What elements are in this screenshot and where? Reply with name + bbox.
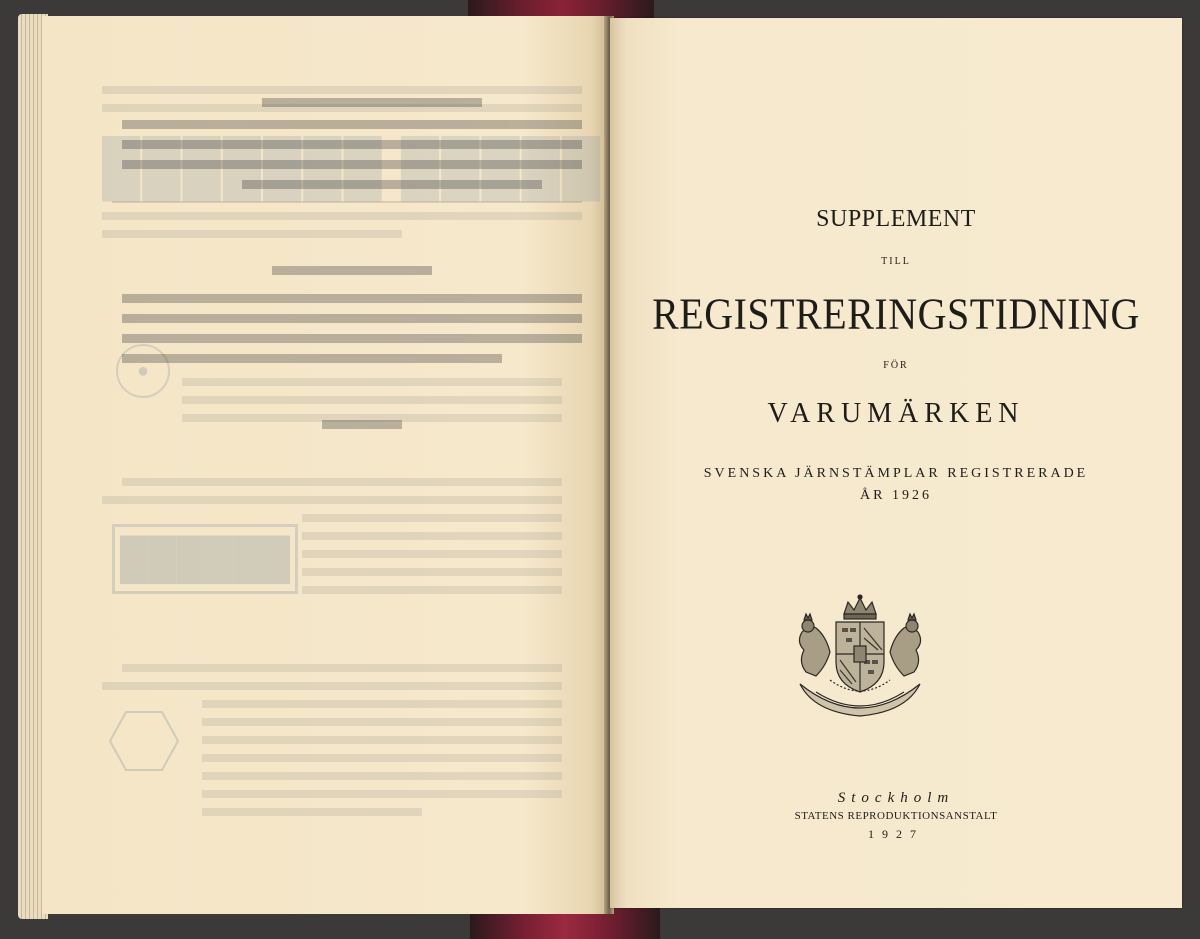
left-page	[42, 16, 608, 914]
varumarken-heading: VARUMÄRKEN	[767, 398, 1025, 429]
bleed-through-box-mark: ██████	[112, 524, 298, 594]
bleed-through-text-lines	[42, 16, 608, 914]
main-title: REGISTRERINGSTIDNING	[652, 288, 1140, 339]
bleed-through-heading: ███████ █████	[102, 137, 603, 197]
publisher-name: STATENS REPRODUKTIONSANSTALT	[794, 810, 998, 822]
for-label: FÖR	[883, 360, 909, 371]
supplement-heading: SUPPLEMENT	[816, 206, 976, 232]
publication-year: 1927	[868, 827, 924, 841]
till-label: TILL	[881, 256, 911, 267]
subtitle-line2: ÅR 1926	[860, 488, 932, 503]
subtitle-line1: SVENSKA JÄRNSTÄMPLAR REGISTRERADE	[703, 466, 1089, 481]
bleed-through-circle-mark: ●	[116, 344, 170, 398]
swedish-coat-of-arms-icon	[786, 592, 934, 720]
publication-place: Stockholm	[837, 790, 955, 806]
right-title-page	[610, 18, 1182, 908]
